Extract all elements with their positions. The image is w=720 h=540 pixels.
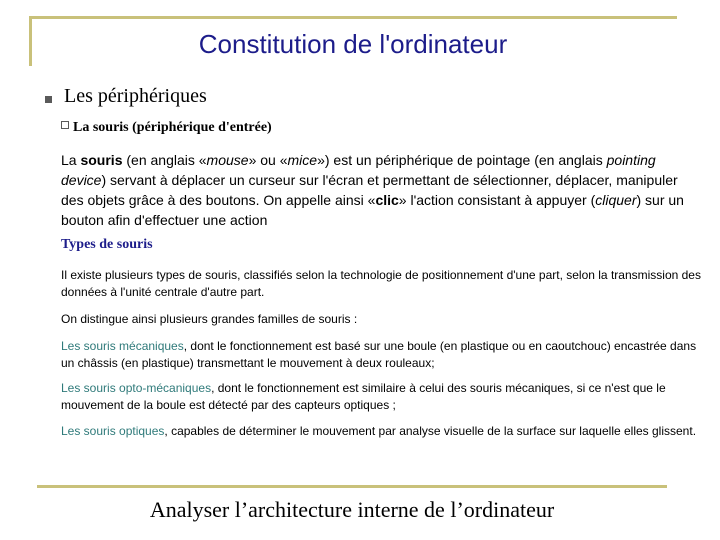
intro-text: ») est un périphérique de pointage (en anglais <box>317 152 607 168</box>
mouse-type-name: Les souris optiques <box>61 424 165 438</box>
intro-italic-mouse: mouse <box>206 152 249 168</box>
intro-text: ) servant à déplacer un curseur sur l'écran et permettant de sélectionner, déplacer, manipuler des objets grâce à des boutons. On appelle ainsi « <box>61 172 678 208</box>
types-paragraph-2: On distingue ainsi plusieurs grandes familles de souris : <box>61 312 358 326</box>
mouse-type-item <box>61 338 706 372</box>
mouse-type-description: , dont le fonctionnement est similaire à celui des souris mécaniques, si ce n'est que le mouvement de la boule est détecté par des capteurs optiques ; <box>61 381 666 412</box>
intro-bold-souris: souris <box>80 152 123 168</box>
subsection-heading <box>61 120 272 136</box>
types-heading: Types de souris <box>61 237 153 252</box>
mouse-type-item <box>61 380 706 414</box>
square-bullet-icon <box>45 96 52 103</box>
mouse-type-name: Les souris mécaniques <box>61 339 184 353</box>
intro-italic-pointing-device: pointing device <box>61 152 656 188</box>
hollow-square-bullet-icon <box>61 121 69 129</box>
intro-text: La <box>61 152 81 168</box>
slide-footer: Analyser l’architecture interne de l’ordinateur <box>149 497 555 522</box>
intro-text: » l'action consistant à appuyer ( <box>398 192 596 208</box>
intro-text: » ou « <box>248 152 288 168</box>
bottom-border-line <box>37 485 667 488</box>
subsection-heading-text: La souris (périphérique d'entrée) <box>73 120 272 135</box>
mouse-type-description: , capables de déterminer le mouvement par analyse visuelle de la surface sur laquelle elles glissent. <box>164 424 697 438</box>
section-heading: Les périphériques <box>64 85 207 107</box>
intro-paragraph <box>61 150 691 230</box>
intro-bold-clic: clic <box>375 192 399 208</box>
intro-text: ) sur un bouton afin d'effectuer une action <box>61 192 684 228</box>
mouse-type-name: Les souris opto-mécaniques <box>61 381 212 395</box>
mouse-type-description: , dont le fonctionnement est basé sur une boule (en plastique ou en caoutchouc) encastrée dans un châssis (en plastique) transmettant le mouvement à deux rouleaux; <box>61 339 697 370</box>
intro-text: (en anglais « <box>122 152 207 168</box>
types-paragraph-1: Il existe plusieurs types de souris, classifiés selon la technologie de positionnement d'une part, selon la transmission des données à l'unité centrale d'autre part. <box>61 268 701 299</box>
slide-title: Constitution de l'ordinateur <box>198 29 508 59</box>
mouse-type-item <box>61 423 706 440</box>
intro-italic-cliquer: cliquer <box>595 192 637 208</box>
top-border-line <box>29 16 677 19</box>
intro-italic-mice: mice <box>287 152 318 168</box>
